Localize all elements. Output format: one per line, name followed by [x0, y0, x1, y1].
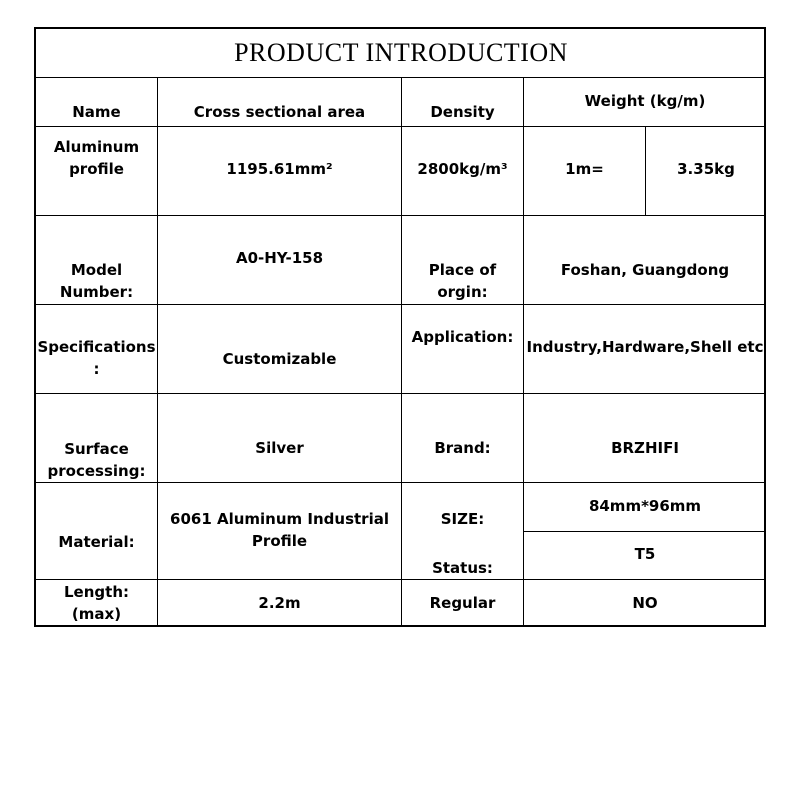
header-weight: Weight (kg/m)	[584, 92, 706, 110]
row2-label2: Place of orgin:	[428, 261, 497, 301]
row2-label: Model Number:	[59, 261, 134, 301]
row3-label2: Application:	[411, 328, 514, 346]
row4-label: Surface processing:	[47, 440, 146, 480]
row4-value: Silver	[255, 439, 304, 457]
grid-line	[523, 531, 766, 532]
header-cross-sectional-area: Cross sectional area	[193, 103, 366, 121]
row5-label: Material:	[58, 533, 135, 551]
row5-status-label: Status:	[432, 559, 493, 577]
row4-label2: Brand:	[434, 439, 491, 457]
row3-label: Specifications :	[37, 338, 156, 378]
row1-area: 1195.61mm²	[226, 160, 333, 178]
row6-label2: Regular	[429, 594, 496, 612]
row6-value2: NO	[632, 594, 658, 612]
row6-value: 2.2m	[258, 594, 301, 612]
row1-weight: 3.35kg	[677, 160, 735, 178]
row5-status-value: T5	[634, 545, 656, 563]
product-introduction-table	[34, 27, 766, 627]
row5-value: 6061 Aluminum Industrial Profile	[170, 510, 389, 550]
row6-label: Length: (max)	[64, 583, 129, 623]
row5-size-label: SIZE:	[440, 510, 485, 528]
row4-value2: BRZHIFI	[611, 439, 679, 457]
header-density: Density	[430, 103, 495, 121]
row1-length-unit: 1m=	[565, 160, 604, 178]
row1-label: Aluminum profile	[53, 138, 140, 178]
row5-size-value: 84mm*96mm	[588, 497, 702, 515]
table-title: PRODUCT INTRODUCTION	[234, 38, 568, 67]
row2-value2: Foshan, Guangdong	[560, 261, 730, 279]
row1-density: 2800kg/m³	[417, 160, 508, 178]
row3-value: Customizable	[222, 350, 337, 368]
row3-value2: Industry,Hardware,Shell etc	[526, 338, 764, 356]
header-name: Name	[72, 103, 121, 121]
row2-value: A0-HY-158	[235, 249, 324, 267]
